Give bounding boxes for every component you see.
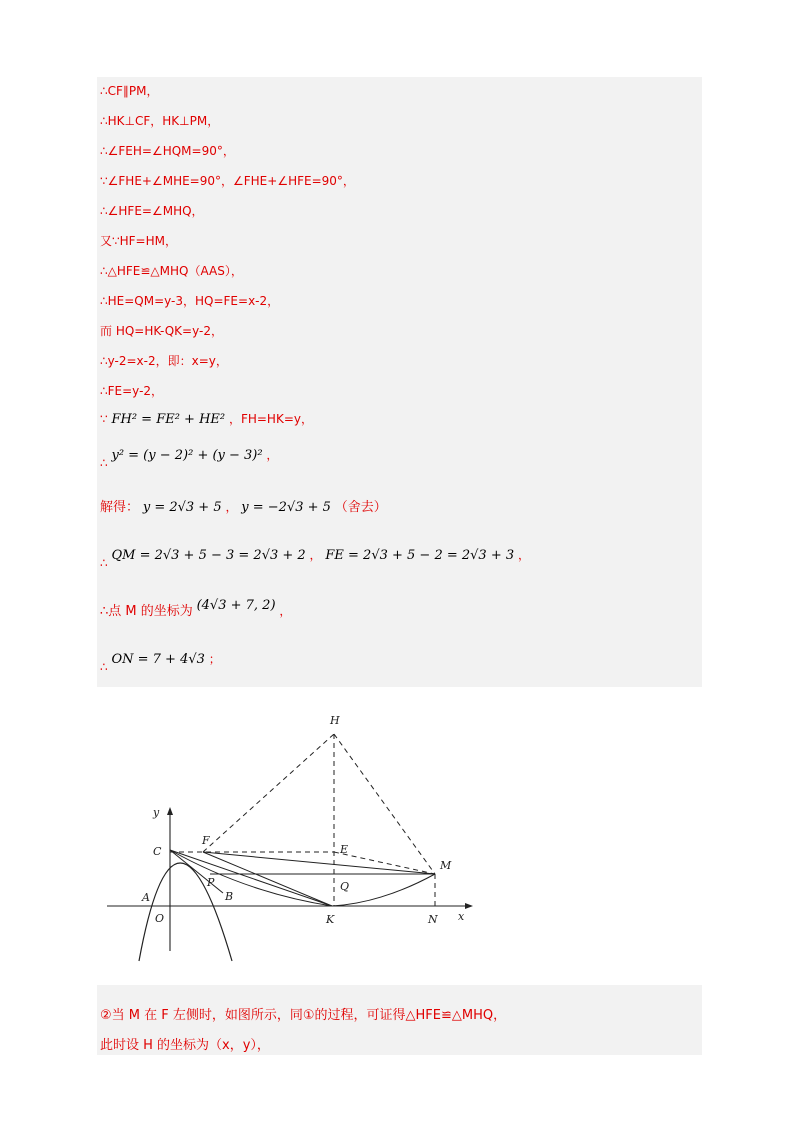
segment-fm [203, 852, 435, 874]
therefore-symbol-2: ∴ [100, 556, 108, 570]
case-2-coordinate-line: 此时设 H 的坐标为（x，y）， [100, 1038, 270, 1053]
on-suffix: ； [208, 652, 221, 666]
coordinate-suffix: ， [279, 604, 292, 618]
proof-line-5: ∴∠HFE=∠MHQ， [100, 204, 204, 218]
label-b: B [225, 890, 234, 903]
x-axis-arrow [465, 903, 473, 909]
qm-suffix: ， [517, 548, 530, 562]
qm-fe-line [100, 546, 530, 570]
case-2-line: ②当 M 在 F 左侧时，如图所示，同①的过程，可证得△HFE≌△MHQ， [100, 1008, 507, 1023]
proof-line-11: ∴FE=y-2， [100, 384, 164, 398]
solve-label: 解得： [100, 500, 140, 515]
solution-separator: ， [225, 500, 238, 514]
on-line [100, 650, 221, 674]
proof-line-10: ∴y-2=x-2，即：x=y， [100, 354, 228, 368]
label-n: N [428, 913, 438, 926]
proof-line-4: ∵∠FHE+∠MHE=90°，∠FHE+∠HFE=90°， [100, 174, 355, 188]
dashed-em [334, 852, 435, 874]
equation-line [100, 446, 279, 470]
on-equation: ON = 7 + 4√3 [111, 652, 205, 667]
pythagoras-line [100, 410, 313, 427]
proof-line-3: ∴∠FEH=∠HQM=90°， [100, 144, 235, 158]
label-p: P [207, 876, 215, 889]
therefore-symbol: ∴ [100, 456, 108, 470]
therefore-symbol-3: ∴ [100, 660, 108, 674]
label-o: O [155, 912, 165, 925]
solution-line [100, 496, 387, 515]
solution-1: y = 2√3 + 5 [142, 500, 222, 515]
solution-2: y = −2√3 + 5 [241, 500, 331, 515]
segment-ck [170, 850, 332, 906]
label-x: x [458, 910, 465, 923]
parabola-curve [139, 863, 232, 961]
m-coordinate: (4√3 + 7, 2) [196, 598, 276, 613]
label-k: K [326, 913, 335, 926]
label-c: C [153, 845, 162, 858]
pythagoras-equation: FH² = FE² + HE² [111, 412, 226, 427]
dashed-fh [203, 734, 334, 852]
proof-line-7: ∴△HFE≌△MHQ（AAS）， [100, 264, 243, 278]
qm-separator: ， [309, 548, 322, 562]
pythagoras-suffix: ，FH=HK=y， [228, 412, 313, 426]
proof-line-8: ∴HE=QM=y-3，HQ=FE=x-2， [100, 294, 280, 308]
proof-line-2: ∴HK⊥CF，HK⊥PM， [100, 114, 220, 128]
because-symbol: ∵ [100, 412, 108, 426]
label-h: H [330, 714, 340, 727]
coordinate-text: ∴点 M 的坐标为 [100, 604, 193, 619]
label-e: E [340, 843, 349, 856]
segment-fk [203, 852, 332, 906]
geometry-diagram [97, 703, 477, 983]
proof-line-9: 而 HQ=HK-QK=y-2， [100, 324, 223, 338]
fe-equation: FE = 2√3 + 5 − 2 = 2√3 + 3 [325, 548, 515, 563]
rejected-note: （舍去） [334, 500, 387, 515]
label-q: Q [340, 880, 350, 893]
y-axis-arrow [167, 807, 173, 815]
segment-cb [170, 850, 223, 893]
geometry-figure [97, 703, 477, 983]
label-a: A [142, 891, 150, 904]
quadratic-equation: y² = (y − 2)² + (y − 3)² [111, 448, 263, 463]
proof-line-1: ∴CF∥PM， [100, 84, 159, 98]
label-y: y [153, 806, 160, 819]
label-f: F [202, 834, 210, 847]
proof-line-6: 又∵HF=HM， [100, 234, 177, 248]
label-m: M [440, 859, 452, 872]
solution-panel [97, 77, 702, 687]
qm-equation: QM = 2√3 + 5 − 3 = 2√3 + 2 [111, 548, 306, 563]
dashed-hm [334, 734, 435, 874]
equation-suffix: ， [266, 448, 279, 462]
coordinate-line [100, 600, 291, 619]
